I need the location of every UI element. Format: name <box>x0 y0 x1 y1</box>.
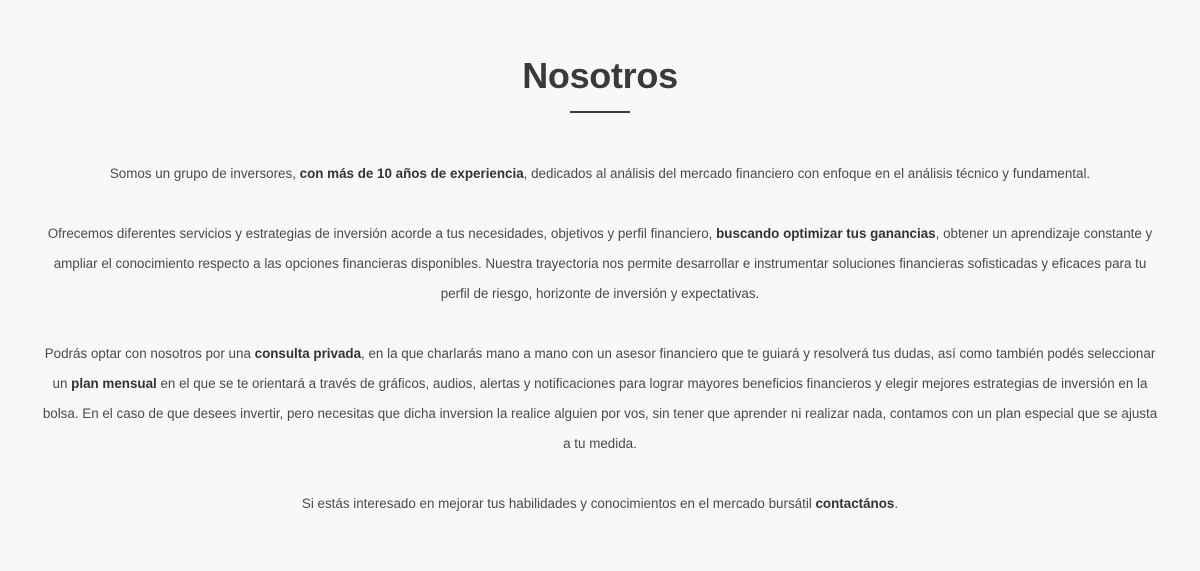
paragraph-text: en el que se te orientará a través de gráficos, audios, alertas y notificaciones para lograr mayores beneficios financieros y elegir mejores estrategias de inversión en la bolsa. En el caso de que desees invertir, pero necesitas que dicha inversion la realice alguien por vos, sin tener que aprender ni realizar nada, contamos con un plan especial que se ajusta a tu medida. <box>42 376 1158 451</box>
paragraph-text: Podrás optar con nosotros por una <box>44 346 255 361</box>
paragraph-text: Ofrecemos diferentes servicios y estrategias de inversión acorde a tus necesidades, objetivos y perfil financiero, <box>47 226 717 241</box>
paragraph-text: Si estás interesado en mejorar tus habilidades y conocimientos en el mercado bursátil <box>301 496 816 511</box>
title-divider <box>570 111 630 113</box>
highlight-experience: con más de 10 años de experiencia <box>299 166 524 181</box>
highlight-consulta-privada: consulta privada <box>254 346 362 361</box>
section-title: Nosotros <box>522 55 678 96</box>
paragraph-contact <box>40 489 1160 519</box>
paragraph-text: Somos un grupo de inversores, <box>109 166 300 181</box>
paragraph-text: , en la que charlarás mano a mano con un asesor financiero que te guiará y resolverá tus dudas, así como también podés seleccionar un <box>52 346 1156 391</box>
paragraph-text: . <box>894 496 899 511</box>
contact-link[interactable]: contactános <box>815 496 895 511</box>
paragraph-options <box>40 339 1160 459</box>
paragraph-intro <box>40 159 1160 189</box>
highlight-plan-mensual: plan mensual <box>71 376 157 391</box>
about-content <box>40 159 1160 519</box>
paragraph-text: , obtener un aprendizaje constante y ampliar el conocimiento respecto a las opciones financieras disponibles. Nuestra trayectoria nos permite desarrollar e instrumentar soluciones financieras sofisticadas y eficaces para tu perfil de riesgo, horizonte de inversión y expectativas. <box>53 226 1153 301</box>
paragraph-text: , dedicados al análisis del mercado financiero con enfoque en el análisis técnico y fundamental. <box>523 166 1091 181</box>
highlight-ganancias: buscando optimizar tus ganancias <box>716 226 936 241</box>
paragraph-services <box>40 219 1160 309</box>
